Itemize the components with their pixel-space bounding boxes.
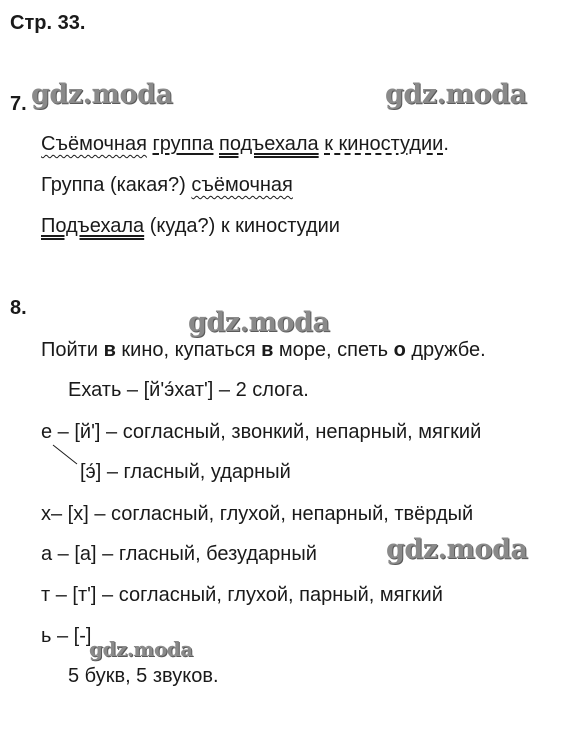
sentence-part: кино, купаться	[115, 339, 262, 361]
phonetic-row: [э́] – гласный, ударный	[80, 461, 291, 483]
phonetic-row: е – [й'] – согласный, звонкий, непарный, мягкий	[41, 421, 482, 443]
phonetic-row: а – [а] – гласный, безударный	[41, 543, 317, 565]
exercise-8-sentence	[41, 338, 486, 362]
sentence-end: .	[443, 133, 449, 155]
predicate-subject-word: группа	[152, 133, 214, 155]
line-prefix: Группа (какая?)	[41, 174, 192, 196]
page-header: Стр. 33.	[10, 12, 86, 34]
preposition: о	[393, 339, 406, 361]
summary-line: 5 букв, 5 звуков.	[68, 665, 219, 687]
exercise-7-line-3	[41, 214, 340, 238]
connector-line	[50, 443, 80, 467]
word-transcription: Ехать – [й'э́хат'] – 2 слога.	[68, 379, 309, 401]
watermark-logo: gdz.moda	[188, 307, 330, 338]
exercise-8-number: 8.	[10, 297, 27, 319]
phonetic-row: х– [х] – согласный, глухой, непарный, твёрдый	[41, 503, 474, 525]
sentence-part: Пойти	[41, 339, 104, 361]
watermark-logo: gdz.moda	[386, 534, 528, 565]
exercise-7-number: 7.	[10, 93, 27, 115]
exercise-7-line-2	[41, 173, 293, 197]
dependent-word: съёмочная	[191, 174, 293, 196]
preposition: в	[103, 339, 116, 361]
sentence-part: море, спеть	[273, 339, 394, 361]
phonetic-row: ь – [-]	[41, 625, 92, 647]
exercise-7-sentence	[41, 132, 449, 156]
watermark-logo: gdz.moda	[385, 79, 527, 110]
sentence-part: дружбе.	[405, 339, 486, 361]
watermark-logo: gdz.moda	[31, 79, 173, 110]
main-word: Подъехала	[41, 215, 145, 237]
watermark-logo: gdz.moda	[89, 637, 193, 661]
subject-word: Съёмочная	[41, 133, 147, 155]
circumstance-phrase: к киностудии	[324, 133, 444, 155]
preposition: в	[261, 339, 274, 361]
line-suffix: (куда?) к киностудии	[144, 215, 340, 237]
predicate-word: подъехала	[219, 133, 319, 155]
phonetic-row: т – [т'] – согласный, глухой, парный, мягкий	[41, 584, 443, 606]
